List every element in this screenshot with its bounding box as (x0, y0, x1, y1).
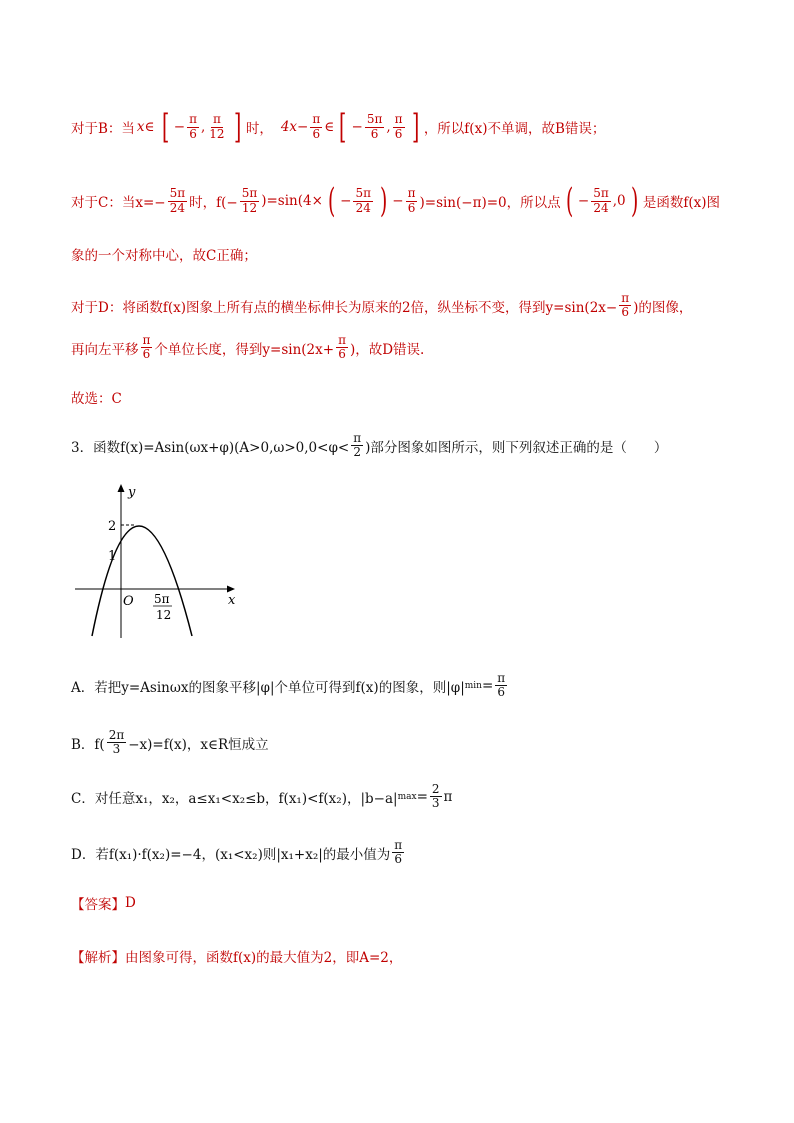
b-prefix: 对于B：当 (71, 121, 135, 137)
origin-label: O (123, 594, 134, 609)
solution-c-line1: 对于C：当x=− $\frac{5\pi}{24}$ 时，f(− $\frac{5\pi}{12}$ )=sin(4× ( − $\frac{5\pi}{24}$ ) − $\frac{\pi}{6}$ )=sin(−π)=0，所以点 ( − $\frac{5\pi}{24}$ ,0 ) 是函数f(x)图 (71, 181, 721, 221)
sine-curve (92, 526, 192, 636)
y-axis-arrow (118, 484, 125, 492)
option-d: D．若f(x₁)·f(x₂)=−4，(x₁<x₂)则|x₁+x₂|的最小值为 $\frac{\pi}{6}$ (71, 838, 403, 867)
answer-value: D (125, 895, 136, 911)
function-graph (70, 478, 245, 640)
answer-label: 【答案】 (71, 897, 125, 913)
option-c: C．对任意x₁，x₂，a≤x₁<x₂≤b，f(x₁)<f(x₂)，|b−a| max = $\frac{2}{3}$ π (71, 782, 453, 811)
x-label: x (228, 593, 236, 608)
option-b: B．f( $\frac{2\pi}{3}$ −x)=f(x)，x∈R恒成立 (71, 728, 269, 757)
solution-c-line2: 象的一个对称中心，故C正确； (71, 248, 257, 264)
solution-b: 对于B：当 x∈ [ − $\frac{\pi}{6}$ , $\frac{\pi}{12}$ ] 时， 4x− $\frac{\pi}{6}$ ∈ [ − $\frac{5\pi}{6}$ , $\frac{\pi}{6}$ ] ，所以f(x)不单调，故B错误； (71, 107, 606, 147)
analysis (71, 946, 402, 966)
tick-x-den: 12 (156, 608, 172, 622)
option-a: A．若把y=Asinωx的图象平移|φ|个单位可得到f(x)的图象，则|φ| min = $\frac{\pi}{6}$ (71, 671, 506, 700)
x-axis-arrow (227, 586, 235, 593)
solution-choice: 故选：C (71, 391, 122, 407)
frac-b3: $\frac{5\pi}{6}$ (366, 112, 383, 141)
tick-y2: 2 (108, 519, 117, 534)
analysis-label: 【解析】 (71, 950, 125, 966)
bracket-left: [ (161, 107, 169, 147)
frac-b1: $\frac{\pi}{6}$ (189, 112, 197, 141)
analysis-text: 由图象可得，函数f(x)的最大值为2，即A=2， (125, 950, 403, 966)
tick-y1: 1 (108, 549, 117, 564)
y-label: y (128, 485, 136, 500)
question-stem: 3．函数f(x)=Asin(ωx+φ)(A>0,ω>0,0<φ< $\frac{\pi}{2}$ )部分图象如图所示，则下列叙述正确的是（ ） (71, 431, 668, 460)
solution-d-line1: 对于D：将函数f(x)图象上所有点的横坐标伸长为原来的2倍，纵坐标不变，得到y=sin(2x− $\frac{\pi}{6}$ )的图像， (71, 291, 693, 320)
tick-x-num: 5π (154, 592, 170, 606)
solution-d-line2: 再向左平移 $\frac{\pi}{6}$ 个单位长度，得到y=sin(2x+ $\frac{\pi}{6}$ )，故D错误. (71, 333, 425, 362)
frac-b4: $\frac{\pi}{6}$ (394, 112, 403, 141)
frac-b2: $\frac{\pi}{12}$ (209, 112, 225, 141)
answer (71, 893, 136, 913)
b-conclusion: ，所以f(x)不单调，故B错误； (423, 121, 606, 137)
